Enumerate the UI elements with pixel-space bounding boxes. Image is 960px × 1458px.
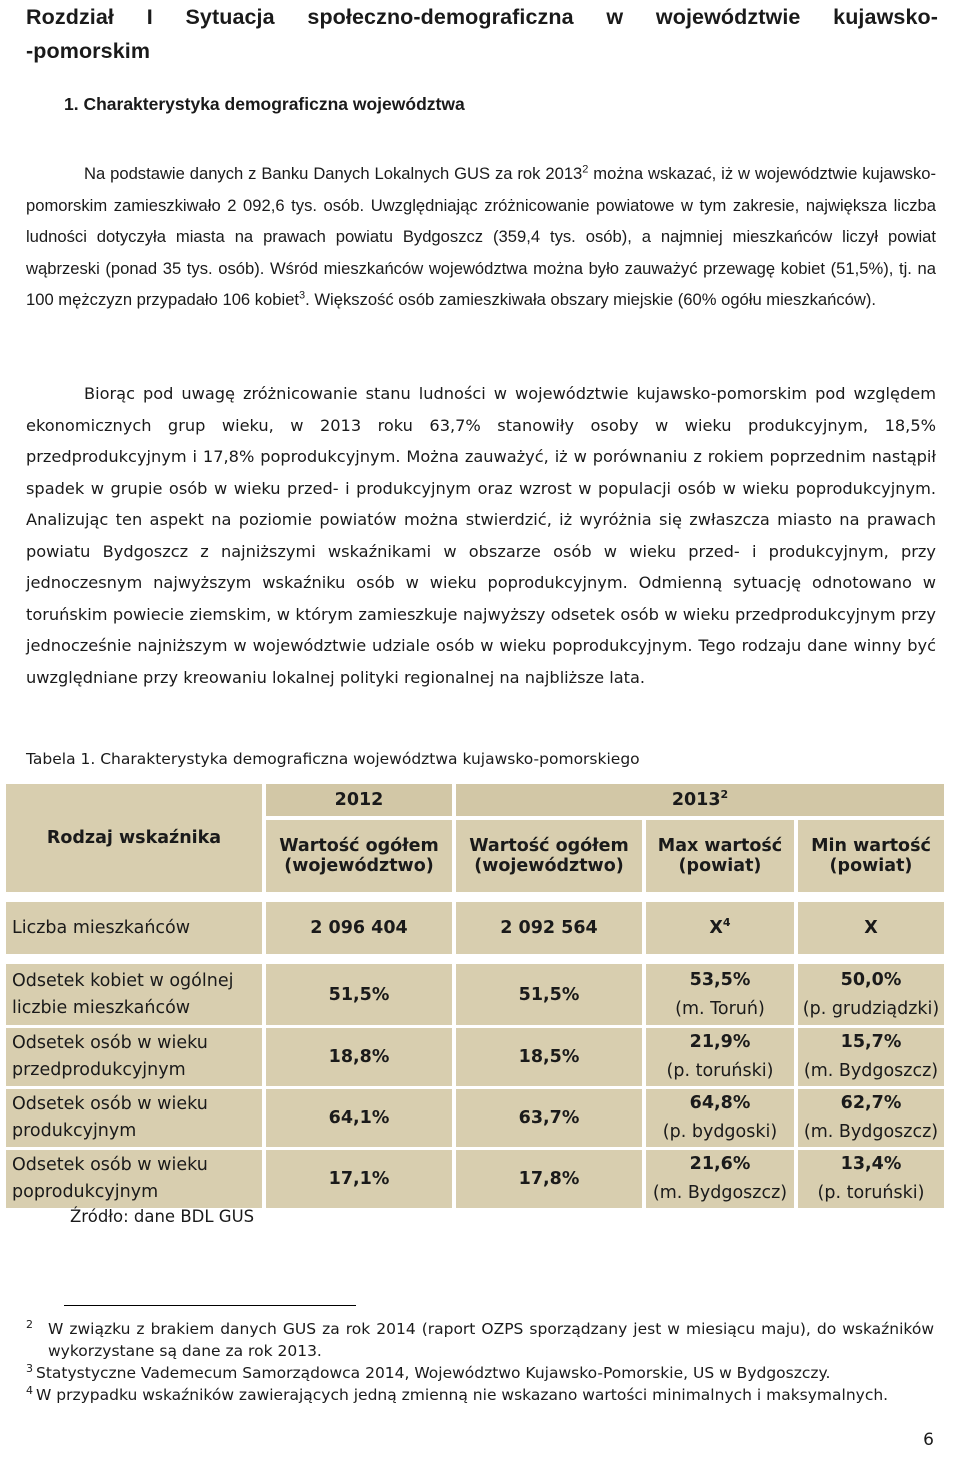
table-row	[6, 902, 944, 954]
table-row	[6, 1086, 944, 1147]
cell-min: 50,0% (p. grudziądzki)	[794, 964, 944, 1025]
data-table	[6, 784, 944, 1208]
footnote-ref-3[interactable]: 3	[299, 289, 306, 302]
header-year-2013: 2013$^2$	[452, 784, 944, 816]
header-total-2012: Wartość ogółem (województwo)	[262, 816, 452, 892]
paragraph-1	[26, 158, 936, 316]
header-indicator: Rodzaj wskaźnika	[6, 784, 262, 892]
footnote-ref-2[interactable]: 2	[582, 163, 589, 176]
chapter-heading-line1: Rozdział I Sytuacja społeczno-demograficzna w województwie kujawsko-	[26, 5, 938, 29]
table-row	[6, 1025, 944, 1086]
cell-2012: 51,5%	[262, 964, 452, 1025]
cell-max: 53,5% (m. Toruń)	[642, 964, 794, 1025]
table-caption: Tabela 1. Charakterystyka demograficzna województwa kujawsko-pomorskiego	[26, 750, 640, 768]
cell-max: 21,6% (m. Bydgoszcz)	[642, 1147, 794, 1208]
row-label: Odsetek osób w wieku przedprodukcyjnym	[6, 1025, 262, 1086]
cell-min: 62,7% (m. Bydgoszcz)	[794, 1086, 944, 1147]
header-year-2012: 2012	[262, 784, 452, 816]
footnote-separator	[64, 1305, 356, 1306]
paragraph-1-part-b: można wskazać, iż w województwie kujawsko-pomorskim zamieszkiwało 2 092,6 tys. osób. Uwzględniając zróżnicowanie powiatowe w tym zakresie, największa liczba ludności dotyczyła miasta na prawach powiatu Bydgoszcz (359,4 tys. osób), a najmniej mieszkańców liczył powiat wąbrzeski (ponad 35 tys. osób). Wśród mieszkańców województwa można było zauważyć przewagę kobiet (51,5%), tj. na 100 mężczyzn przypadało 106 kobiet	[26, 164, 936, 309]
cell-min: X	[794, 902, 944, 954]
section-heading	[64, 92, 465, 116]
chapter-heading-line2: -pomorskim	[26, 39, 151, 63]
paragraph-2	[26, 378, 936, 693]
footnote-ref-2-table[interactable]: 2	[720, 788, 729, 802]
paragraph-1-part-c: . Większość osób zamieszkiwała obszary miejskie (60% ogółu mieszkańców).	[305, 290, 877, 309]
footnote-3: 3 Statystyczne Vademecum Samorządowca 2014, Województwo Kujawsko-Pomorskie, US w Bydgoszczy.	[26, 1362, 831, 1382]
footnote-ref-4[interactable]: 4	[722, 916, 731, 930]
cell-max: $X^4$	[642, 902, 794, 954]
cell-2012: 17,1%	[262, 1147, 452, 1208]
section-heading-text: 1. Charakterystyka demograficzna województwa	[64, 94, 465, 114]
row-label: Odsetek kobiet w ogólnej liczbie mieszkańców	[6, 964, 262, 1025]
header-max: Max wartość (powiat)	[642, 816, 794, 892]
row-label: Odsetek osób w wieku produkcyjnym	[6, 1086, 262, 1147]
row-label: Odsetek osób w wieku poprodukcyjnym	[6, 1147, 262, 1208]
page-number: 6	[923, 1430, 934, 1450]
cell-min: 15,7% (m. Bydgoszcz)	[794, 1025, 944, 1086]
cell-2013: 63,7%	[452, 1086, 642, 1147]
paragraph-2-text: Biorąc pod uwagę zróżnicowanie stanu ludności w województwie kujawsko-pomorskim pod względem ekonomicznych grup wieku, w 2013 roku 63,7% stanowiły osoby w wieku produkcyjnym, 18,5% przedprodukcyjnym i 17,8% poprodukcyjnym. Można zauważyć, iż w porównaniu z rokiem poprzednim nastąpił spadek w grupie osób w wieku przed- i produkcyjnym oraz wzrost w populacji osób w wieku poprodukcyjnym. Analizując ten aspekt na poziomie powiatów można stwierdzić, iż wyróżnia się zwłaszcza miasto na prawach powiatu Bydgoszcz z najniższymi wskaźnikami w obszarze osób w wieku przed- i produkcyjnym, przy jednoczesnym najwyższym wskaźniku osób w wieku poprodukcyjnym. Odmienną sytuację odnotowano w toruńskim powiecie ziemskim, w którym zamieszkuje najwyższy odsetek osób w wieku przedprodukcyjnym przy jednocześnie najniższym w województwie udziale osób w wieku poprodukcyjnym. Tego rodzaju dane winny być uwzględniane przy kreowaniu lokalnej polityki regionalnej na najbliższe lata.	[26, 384, 936, 687]
chapter-heading	[26, 0, 938, 68]
cell-2012: 18,8%	[262, 1025, 452, 1086]
table-row	[6, 1147, 944, 1208]
cell-2013: 2 092 564	[452, 902, 642, 954]
cell-2012: 2 096 404	[262, 902, 452, 954]
cell-min: 13,4% (p. toruński)	[794, 1147, 944, 1208]
row-label: Liczba mieszkańców	[6, 902, 262, 954]
table-source: Źródło: dane BDL GUS	[70, 1207, 255, 1226]
cell-2013: 51,5%	[452, 964, 642, 1025]
header-min: Min wartość (powiat)	[794, 816, 944, 892]
cell-2012: 64,1%	[262, 1086, 452, 1147]
header-total-2013: Wartość ogółem (województwo)	[452, 816, 642, 892]
footnotes	[26, 1318, 934, 1406]
table-row	[6, 964, 944, 1025]
footnote-4: 4 W przypadku wskaźników zawierających jedną zmienną nie wskazano wartości minimalnych i maksymalnych.	[26, 1384, 889, 1404]
cell-2013: 17,8%	[452, 1147, 642, 1208]
paragraph-1-part-a: Na podstawie danych z Banku Danych Lokalnych GUS za rok 2013	[84, 164, 583, 183]
cell-max: 21,9% (p. toruński)	[642, 1025, 794, 1086]
footnote-2: 2 W związku z brakiem danych GUS za rok 2014 (raport OZPS sporządzany jest w miesiącu maju), do wskaźników wykorzystane są dane za rok 2013.	[26, 1318, 934, 1360]
cell-max: 64,8% (p. bydgoski)	[642, 1086, 794, 1147]
cell-2013: 18,5%	[452, 1025, 642, 1086]
